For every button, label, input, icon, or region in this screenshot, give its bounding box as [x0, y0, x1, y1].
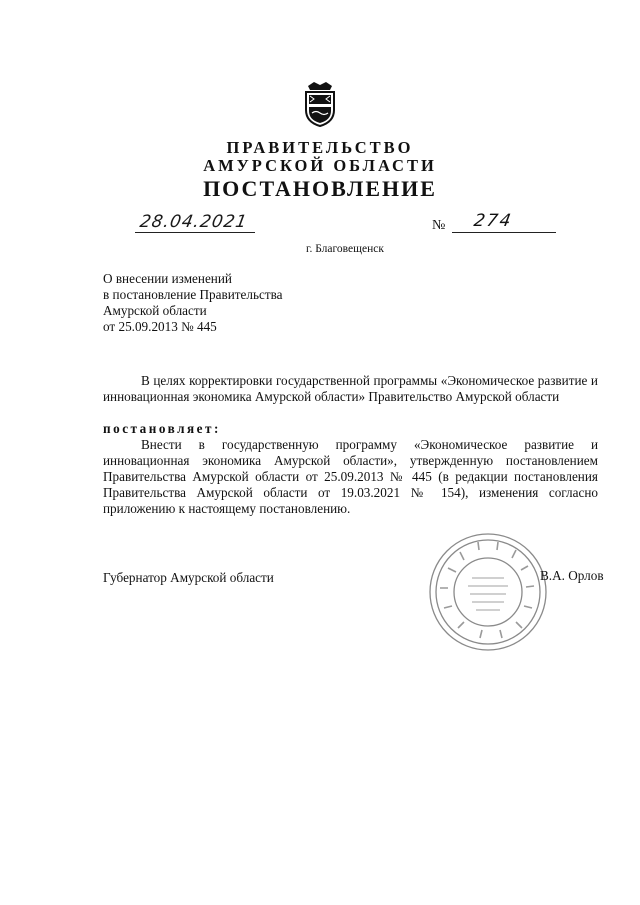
- date-underline: [135, 232, 255, 233]
- preamble-text: В целях корректировки государственной программы «Экономическое развитие и инновационная экономика Амурской области» Правительство Амурской области: [103, 373, 598, 404]
- document-date: 28.04.2021: [138, 212, 250, 232]
- subject-line-2: в постановление Правительства: [103, 287, 283, 302]
- decrees-word: постановляет:: [103, 421, 221, 436]
- signatory-name: В.А. Орлов: [540, 568, 604, 583]
- city: г. Благовещенск: [306, 243, 384, 255]
- number-underline: [452, 232, 556, 233]
- government-title-line1: ПРАВИТЕЛЬСТВО: [226, 138, 414, 157]
- subject-line-1: О внесении изменений: [103, 271, 232, 286]
- document-type-title: ПОСТАНОВЛЕНИЕ: [203, 176, 437, 201]
- clause-paragraph: [103, 437, 598, 517]
- signatory-title: Губернатор Амурской области: [103, 570, 274, 585]
- government-title-line2: АМУРСКОЙ ОБЛАСТИ: [203, 156, 437, 175]
- preamble-paragraph: [103, 373, 598, 405]
- number-label: №: [432, 218, 446, 233]
- subject-line-3: Амурской области: [103, 303, 207, 318]
- clause-text: Внести в государственную программу «Экономическое развитие и инновационная экономика Амурской области», утвержденную постановлением Правительства Амурской области от 25.09.2013 № 445 (в редакции постановления Правительства Амурской области от 19.03.2021 № 154), изменения согласно приложению к настоящему постановлению.: [103, 437, 598, 516]
- document-number: 274: [472, 211, 515, 231]
- subject-line-4: от 25.09.2013 № 445: [103, 319, 217, 334]
- coat-of-arms-icon: [300, 80, 340, 128]
- official-seal-icon: [426, 530, 550, 654]
